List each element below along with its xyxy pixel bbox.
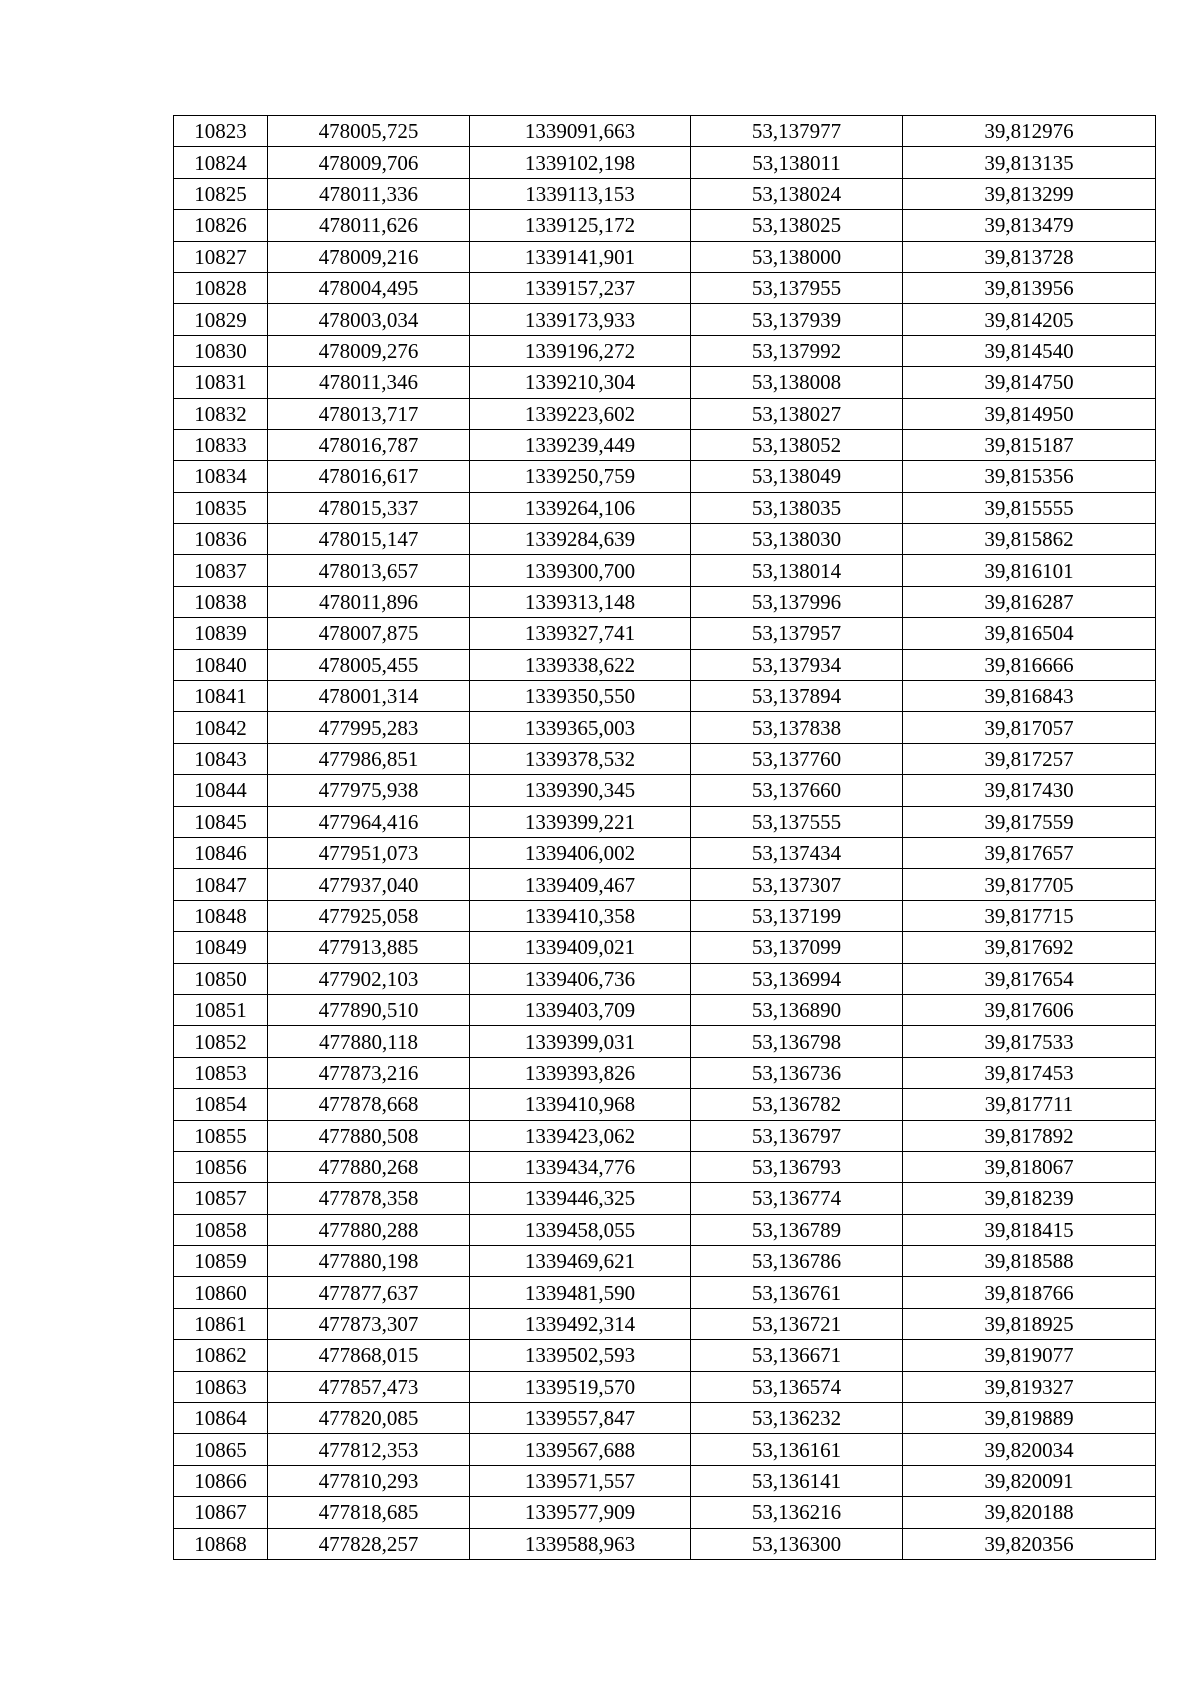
longitude-cell: 39,817533	[903, 1026, 1156, 1057]
point-number-cell: 10833	[174, 429, 268, 460]
x-coordinate-cell: 477964,416	[268, 806, 470, 837]
point-number-cell: 10868	[174, 1528, 268, 1559]
table-row	[174, 1465, 1156, 1496]
longitude-cell: 39,820034	[903, 1434, 1156, 1465]
x-coordinate-cell: 478009,706	[268, 147, 470, 178]
y-coordinate-cell: 1339393,826	[470, 1057, 691, 1088]
x-coordinate-cell: 477868,015	[268, 1340, 470, 1371]
longitude-cell: 39,815555	[903, 492, 1156, 523]
latitude-cell: 53,136736	[691, 1057, 903, 1088]
x-coordinate-cell: 478003,034	[268, 304, 470, 335]
longitude-cell: 39,814750	[903, 367, 1156, 398]
point-number-cell: 10843	[174, 743, 268, 774]
x-coordinate-cell: 477880,508	[268, 1120, 470, 1151]
y-coordinate-cell: 1339557,847	[470, 1403, 691, 1434]
x-coordinate-cell: 478016,617	[268, 461, 470, 492]
y-coordinate-cell: 1339338,622	[470, 649, 691, 680]
y-coordinate-cell: 1339434,776	[470, 1151, 691, 1182]
longitude-cell: 39,816504	[903, 618, 1156, 649]
table-row	[174, 1026, 1156, 1057]
y-coordinate-cell: 1339409,021	[470, 932, 691, 963]
longitude-cell: 39,815862	[903, 524, 1156, 555]
table-row	[174, 1277, 1156, 1308]
point-number-cell: 10847	[174, 869, 268, 900]
x-coordinate-cell: 477878,358	[268, 1183, 470, 1214]
longitude-cell: 39,817705	[903, 869, 1156, 900]
y-coordinate-cell: 1339264,106	[470, 492, 691, 523]
longitude-cell: 39,813479	[903, 210, 1156, 241]
latitude-cell: 53,137955	[691, 272, 903, 303]
point-number-cell: 10848	[174, 900, 268, 931]
point-number-cell: 10852	[174, 1026, 268, 1057]
point-number-cell: 10850	[174, 963, 268, 994]
point-number-cell: 10858	[174, 1214, 268, 1245]
x-coordinate-cell: 478011,336	[268, 178, 470, 209]
table-row	[174, 524, 1156, 555]
latitude-cell: 53,137838	[691, 712, 903, 743]
table-row	[174, 586, 1156, 617]
y-coordinate-cell: 1339091,663	[470, 116, 691, 147]
longitude-cell: 39,817892	[903, 1120, 1156, 1151]
x-coordinate-cell: 478004,495	[268, 272, 470, 303]
longitude-cell: 39,820356	[903, 1528, 1156, 1559]
point-number-cell: 10840	[174, 649, 268, 680]
y-coordinate-cell: 1339141,901	[470, 241, 691, 272]
y-coordinate-cell: 1339409,467	[470, 869, 691, 900]
latitude-cell: 53,137934	[691, 649, 903, 680]
table-row	[174, 649, 1156, 680]
latitude-cell: 53,136300	[691, 1528, 903, 1559]
longitude-cell: 39,817654	[903, 963, 1156, 994]
table-row	[174, 1308, 1156, 1339]
longitude-cell: 39,814540	[903, 335, 1156, 366]
longitude-cell: 39,818766	[903, 1277, 1156, 1308]
longitude-cell: 39,818925	[903, 1308, 1156, 1339]
x-coordinate-cell: 477975,938	[268, 775, 470, 806]
longitude-cell: 39,819889	[903, 1403, 1156, 1434]
latitude-cell: 53,137992	[691, 335, 903, 366]
x-coordinate-cell: 478005,725	[268, 116, 470, 147]
latitude-cell: 53,137939	[691, 304, 903, 335]
y-coordinate-cell: 1339469,621	[470, 1246, 691, 1277]
latitude-cell: 53,138049	[691, 461, 903, 492]
x-coordinate-cell: 477820,085	[268, 1403, 470, 1434]
point-number-cell: 10867	[174, 1497, 268, 1528]
x-coordinate-cell: 478015,147	[268, 524, 470, 555]
latitude-cell: 53,136793	[691, 1151, 903, 1182]
point-number-cell: 10846	[174, 837, 268, 868]
table-row	[174, 994, 1156, 1025]
x-coordinate-cell: 477880,268	[268, 1151, 470, 1182]
longitude-cell: 39,816666	[903, 649, 1156, 680]
latitude-cell: 53,138008	[691, 367, 903, 398]
y-coordinate-cell: 1339519,570	[470, 1371, 691, 1402]
x-coordinate-cell: 477812,353	[268, 1434, 470, 1465]
latitude-cell: 53,137099	[691, 932, 903, 963]
longitude-cell: 39,817711	[903, 1089, 1156, 1120]
longitude-cell: 39,815187	[903, 429, 1156, 460]
table-row	[174, 492, 1156, 523]
point-number-cell: 10839	[174, 618, 268, 649]
y-coordinate-cell: 1339410,358	[470, 900, 691, 931]
longitude-cell: 39,817257	[903, 743, 1156, 774]
y-coordinate-cell: 1339239,449	[470, 429, 691, 460]
longitude-cell: 39,820188	[903, 1497, 1156, 1528]
latitude-cell: 53,136782	[691, 1089, 903, 1120]
table-row	[174, 335, 1156, 366]
table-row	[174, 178, 1156, 209]
longitude-cell: 39,814205	[903, 304, 1156, 335]
x-coordinate-cell: 478009,276	[268, 335, 470, 366]
y-coordinate-cell: 1339210,304	[470, 367, 691, 398]
y-coordinate-cell: 1339423,062	[470, 1120, 691, 1151]
latitude-cell: 53,138052	[691, 429, 903, 460]
y-coordinate-cell: 1339406,002	[470, 837, 691, 868]
y-coordinate-cell: 1339157,237	[470, 272, 691, 303]
table-row	[174, 806, 1156, 837]
point-number-cell: 10851	[174, 994, 268, 1025]
longitude-cell: 39,817692	[903, 932, 1156, 963]
y-coordinate-cell: 1339399,031	[470, 1026, 691, 1057]
point-number-cell: 10826	[174, 210, 268, 241]
longitude-cell: 39,817715	[903, 900, 1156, 931]
point-number-cell: 10861	[174, 1308, 268, 1339]
longitude-cell: 39,819327	[903, 1371, 1156, 1402]
y-coordinate-cell: 1339300,700	[470, 555, 691, 586]
point-number-cell: 10859	[174, 1246, 268, 1277]
latitude-cell: 53,138011	[691, 147, 903, 178]
table-row	[174, 1057, 1156, 1088]
x-coordinate-cell: 477951,073	[268, 837, 470, 868]
x-coordinate-cell: 478013,717	[268, 398, 470, 429]
point-number-cell: 10831	[174, 367, 268, 398]
table-row	[174, 1497, 1156, 1528]
table-row	[174, 1214, 1156, 1245]
table-row	[174, 618, 1156, 649]
longitude-cell: 39,818239	[903, 1183, 1156, 1214]
y-coordinate-cell: 1339125,172	[470, 210, 691, 241]
latitude-cell: 53,137199	[691, 900, 903, 931]
longitude-cell: 39,817559	[903, 806, 1156, 837]
table-row	[174, 1434, 1156, 1465]
x-coordinate-cell: 477877,637	[268, 1277, 470, 1308]
coordinates-table	[173, 115, 1156, 1560]
x-coordinate-cell: 477880,288	[268, 1214, 470, 1245]
table-row	[174, 241, 1156, 272]
latitude-cell: 53,136786	[691, 1246, 903, 1277]
latitude-cell: 53,136671	[691, 1340, 903, 1371]
point-number-cell: 10857	[174, 1183, 268, 1214]
y-coordinate-cell: 1339406,736	[470, 963, 691, 994]
x-coordinate-cell: 478011,346	[268, 367, 470, 398]
y-coordinate-cell: 1339403,709	[470, 994, 691, 1025]
y-coordinate-cell: 1339446,325	[470, 1183, 691, 1214]
point-number-cell: 10827	[174, 241, 268, 272]
x-coordinate-cell: 477873,307	[268, 1308, 470, 1339]
table-row	[174, 461, 1156, 492]
x-coordinate-cell: 477986,851	[268, 743, 470, 774]
latitude-cell: 53,136721	[691, 1308, 903, 1339]
x-coordinate-cell: 478009,216	[268, 241, 470, 272]
table-row	[174, 367, 1156, 398]
latitude-cell: 53,137307	[691, 869, 903, 900]
latitude-cell: 53,136890	[691, 994, 903, 1025]
x-coordinate-cell: 477925,058	[268, 900, 470, 931]
y-coordinate-cell: 1339196,272	[470, 335, 691, 366]
longitude-cell: 39,818588	[903, 1246, 1156, 1277]
y-coordinate-cell: 1339399,221	[470, 806, 691, 837]
table-row	[174, 1246, 1156, 1277]
y-coordinate-cell: 1339588,963	[470, 1528, 691, 1559]
longitude-cell: 39,817657	[903, 837, 1156, 868]
y-coordinate-cell: 1339378,532	[470, 743, 691, 774]
point-number-cell: 10845	[174, 806, 268, 837]
latitude-cell: 53,136789	[691, 1214, 903, 1245]
latitude-cell: 53,136994	[691, 963, 903, 994]
y-coordinate-cell: 1339502,593	[470, 1340, 691, 1371]
latitude-cell: 53,137977	[691, 116, 903, 147]
latitude-cell: 53,138014	[691, 555, 903, 586]
point-number-cell: 10864	[174, 1403, 268, 1434]
x-coordinate-cell: 477878,668	[268, 1089, 470, 1120]
latitude-cell: 53,137434	[691, 837, 903, 868]
point-number-cell: 10842	[174, 712, 268, 743]
point-number-cell: 10853	[174, 1057, 268, 1088]
point-number-cell: 10830	[174, 335, 268, 366]
point-number-cell: 10856	[174, 1151, 268, 1182]
table-row	[174, 116, 1156, 147]
table-row	[174, 1120, 1156, 1151]
point-number-cell: 10834	[174, 461, 268, 492]
table-row	[174, 1340, 1156, 1371]
table-row	[174, 1403, 1156, 1434]
table-row	[174, 147, 1156, 178]
latitude-cell: 53,138024	[691, 178, 903, 209]
point-number-cell: 10841	[174, 681, 268, 712]
point-number-cell: 10865	[174, 1434, 268, 1465]
x-coordinate-cell: 477913,885	[268, 932, 470, 963]
latitude-cell: 53,136761	[691, 1277, 903, 1308]
y-coordinate-cell: 1339102,198	[470, 147, 691, 178]
longitude-cell: 39,819077	[903, 1340, 1156, 1371]
longitude-cell: 39,820091	[903, 1465, 1156, 1496]
point-number-cell: 10832	[174, 398, 268, 429]
longitude-cell: 39,813135	[903, 147, 1156, 178]
longitude-cell: 39,812976	[903, 116, 1156, 147]
y-coordinate-cell: 1339567,688	[470, 1434, 691, 1465]
table-row	[174, 210, 1156, 241]
point-number-cell: 10844	[174, 775, 268, 806]
latitude-cell: 53,136798	[691, 1026, 903, 1057]
point-number-cell: 10829	[174, 304, 268, 335]
x-coordinate-cell: 477880,118	[268, 1026, 470, 1057]
longitude-cell: 39,817606	[903, 994, 1156, 1025]
longitude-cell: 39,813728	[903, 241, 1156, 272]
table-row	[174, 932, 1156, 963]
table-row	[174, 398, 1156, 429]
table-row	[174, 555, 1156, 586]
latitude-cell: 53,137996	[691, 586, 903, 617]
point-number-cell: 10863	[174, 1371, 268, 1402]
x-coordinate-cell: 477873,216	[268, 1057, 470, 1088]
longitude-cell: 39,818067	[903, 1151, 1156, 1182]
latitude-cell: 53,137760	[691, 743, 903, 774]
latitude-cell: 53,138000	[691, 241, 903, 272]
point-number-cell: 10835	[174, 492, 268, 523]
table-row	[174, 963, 1156, 994]
x-coordinate-cell: 477828,257	[268, 1528, 470, 1559]
y-coordinate-cell: 1339571,557	[470, 1465, 691, 1496]
point-number-cell: 10854	[174, 1089, 268, 1120]
longitude-cell: 39,813299	[903, 178, 1156, 209]
x-coordinate-cell: 478011,626	[268, 210, 470, 241]
latitude-cell: 53,136774	[691, 1183, 903, 1214]
y-coordinate-cell: 1339350,550	[470, 681, 691, 712]
longitude-cell: 39,813956	[903, 272, 1156, 303]
point-number-cell: 10825	[174, 178, 268, 209]
table-row	[174, 1151, 1156, 1182]
y-coordinate-cell: 1339223,602	[470, 398, 691, 429]
table-row	[174, 712, 1156, 743]
longitude-cell: 39,817057	[903, 712, 1156, 743]
point-number-cell: 10855	[174, 1120, 268, 1151]
table-row	[174, 775, 1156, 806]
y-coordinate-cell: 1339410,968	[470, 1089, 691, 1120]
point-number-cell: 10823	[174, 116, 268, 147]
longitude-cell: 39,816843	[903, 681, 1156, 712]
x-coordinate-cell: 477995,283	[268, 712, 470, 743]
latitude-cell: 53,136232	[691, 1403, 903, 1434]
point-number-cell: 10860	[174, 1277, 268, 1308]
y-coordinate-cell: 1339313,148	[470, 586, 691, 617]
x-coordinate-cell: 477937,040	[268, 869, 470, 900]
x-coordinate-cell: 478016,787	[268, 429, 470, 460]
x-coordinate-cell: 478001,314	[268, 681, 470, 712]
coordinates-table-body	[174, 116, 1156, 1560]
table-row	[174, 1528, 1156, 1559]
point-number-cell: 10828	[174, 272, 268, 303]
point-number-cell: 10849	[174, 932, 268, 963]
latitude-cell: 53,136216	[691, 1497, 903, 1528]
longitude-cell: 39,815356	[903, 461, 1156, 492]
point-number-cell: 10837	[174, 555, 268, 586]
longitude-cell: 39,817453	[903, 1057, 1156, 1088]
latitude-cell: 53,137660	[691, 775, 903, 806]
longitude-cell: 39,817430	[903, 775, 1156, 806]
y-coordinate-cell: 1339577,909	[470, 1497, 691, 1528]
y-coordinate-cell: 1339365,003	[470, 712, 691, 743]
table-row	[174, 1183, 1156, 1214]
latitude-cell: 53,138025	[691, 210, 903, 241]
x-coordinate-cell: 478013,657	[268, 555, 470, 586]
x-coordinate-cell: 477880,198	[268, 1246, 470, 1277]
table-row	[174, 1089, 1156, 1120]
table-row	[174, 743, 1156, 774]
x-coordinate-cell: 478015,337	[268, 492, 470, 523]
latitude-cell: 53,138027	[691, 398, 903, 429]
latitude-cell: 53,137894	[691, 681, 903, 712]
latitude-cell: 53,136797	[691, 1120, 903, 1151]
table-row	[174, 900, 1156, 931]
longitude-cell: 39,818415	[903, 1214, 1156, 1245]
x-coordinate-cell: 477810,293	[268, 1465, 470, 1496]
longitude-cell: 39,816287	[903, 586, 1156, 617]
table-row	[174, 429, 1156, 460]
table-row	[174, 681, 1156, 712]
latitude-cell: 53,138035	[691, 492, 903, 523]
x-coordinate-cell: 477902,103	[268, 963, 470, 994]
point-number-cell: 10838	[174, 586, 268, 617]
y-coordinate-cell: 1339492,314	[470, 1308, 691, 1339]
x-coordinate-cell: 478005,455	[268, 649, 470, 680]
y-coordinate-cell: 1339458,055	[470, 1214, 691, 1245]
table-row	[174, 869, 1156, 900]
y-coordinate-cell: 1339250,759	[470, 461, 691, 492]
longitude-cell: 39,814950	[903, 398, 1156, 429]
longitude-cell: 39,816101	[903, 555, 1156, 586]
latitude-cell: 53,137555	[691, 806, 903, 837]
y-coordinate-cell: 1339390,345	[470, 775, 691, 806]
point-number-cell: 10866	[174, 1465, 268, 1496]
x-coordinate-cell: 478007,875	[268, 618, 470, 649]
point-number-cell: 10824	[174, 147, 268, 178]
y-coordinate-cell: 1339113,153	[470, 178, 691, 209]
point-number-cell: 10862	[174, 1340, 268, 1371]
x-coordinate-cell: 477890,510	[268, 994, 470, 1025]
latitude-cell: 53,138030	[691, 524, 903, 555]
table-row	[174, 837, 1156, 868]
x-coordinate-cell: 477818,685	[268, 1497, 470, 1528]
table-row	[174, 304, 1156, 335]
point-number-cell: 10836	[174, 524, 268, 555]
latitude-cell: 53,136161	[691, 1434, 903, 1465]
x-coordinate-cell: 478011,896	[268, 586, 470, 617]
latitude-cell: 53,136141	[691, 1465, 903, 1496]
y-coordinate-cell: 1339173,933	[470, 304, 691, 335]
latitude-cell: 53,136574	[691, 1371, 903, 1402]
table-row	[174, 1371, 1156, 1402]
table-row	[174, 272, 1156, 303]
y-coordinate-cell: 1339284,639	[470, 524, 691, 555]
y-coordinate-cell: 1339327,741	[470, 618, 691, 649]
y-coordinate-cell: 1339481,590	[470, 1277, 691, 1308]
x-coordinate-cell: 477857,473	[268, 1371, 470, 1402]
latitude-cell: 53,137957	[691, 618, 903, 649]
